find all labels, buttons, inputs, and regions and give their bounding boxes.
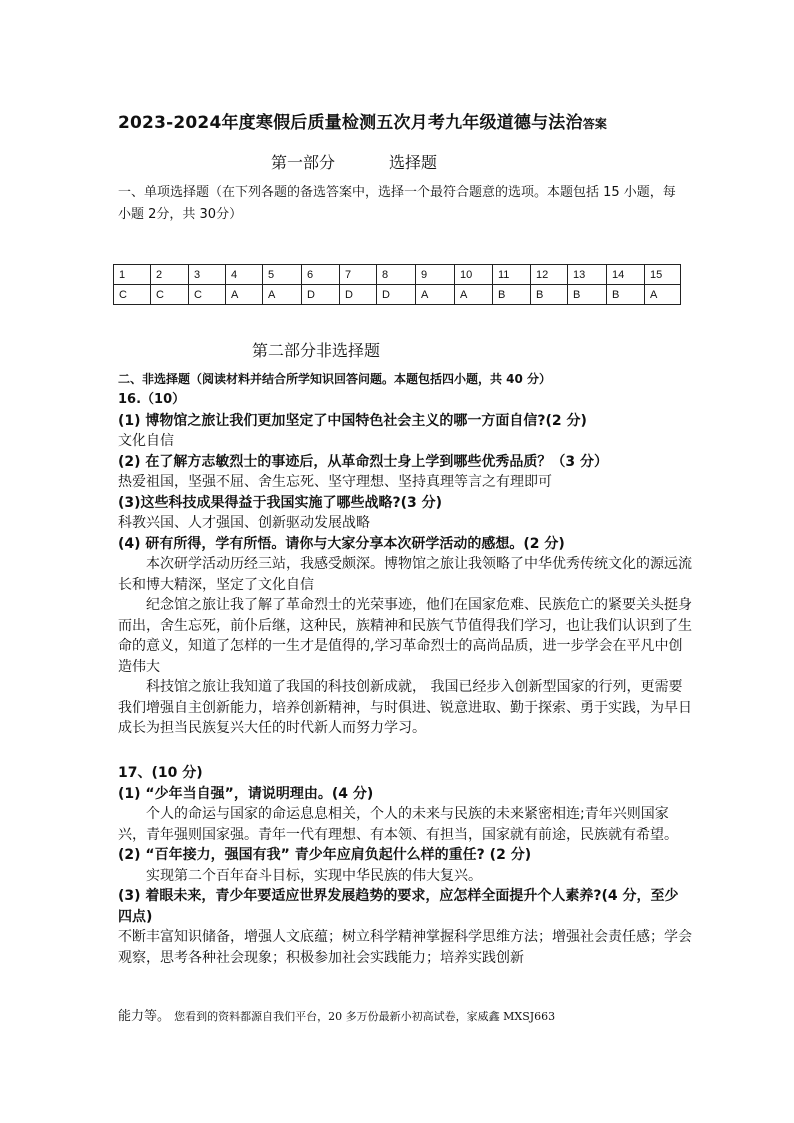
question-16-answer-2: 热爱祖国，坚强不屈、舍生忘死、坚守理想、坚持真理等言之有理即可: [118, 474, 552, 490]
question-17-part-3: (3) 着眼未来，青少年要适应世界发展趋势的要求，应怎样全面提升个人素养?(4 分，至少四点): [118, 888, 679, 925]
answer-letter-cell: A: [416, 285, 455, 305]
answer-letter-cell: C: [114, 285, 151, 305]
answer-number-cell: 12: [531, 265, 568, 285]
answer-letter-cell: C: [189, 285, 226, 305]
answer-number-cell: 15: [645, 265, 681, 285]
section-two-instructions: 二、非选择题（阅读材料并结合所学知识回答问题。本题包括四小题，共 40 分）: [118, 372, 552, 386]
answer-letter-cell: A: [455, 285, 493, 305]
part-one-type: 选择题: [389, 153, 438, 172]
answer-number-row: [114, 265, 681, 285]
part-one-heading: [271, 150, 437, 173]
question-16: [118, 390, 692, 739]
answer-letter-cell: D: [340, 285, 377, 305]
answer-letter-cell: A: [645, 285, 681, 305]
section-one-instructions: 一、单项选择题（在下列各题的备选答案中，选择一个最符合题意的选项。本题包括 15 小题，每小题 2分，共 30分）: [118, 185, 676, 222]
answer-number-cell: 6: [302, 265, 340, 285]
question-16-part-2: (2) 在了解方志敏烈士的事迹后，从革命烈士身上学到哪些优秀品质？（3 分）: [118, 453, 609, 470]
question-16-part-3: (3)这些科技成果得益于我国实施了哪些战略?(3 分): [118, 494, 443, 511]
question-16-answer-1: 文化自信: [118, 433, 174, 449]
answer-key-table: [113, 264, 681, 305]
title-text: 2023-2024年度寒假后质量检测五次月考九年级道德与法治: [118, 113, 583, 133]
answer-letter-cell: B: [568, 285, 607, 305]
question-16-answer-4-paragraph-1: 本次研学活动历经三站，我感受颇深。博物馆之旅让我领略了中华优秀传统文化的源远流长和博大精深，坚定了文化自信: [118, 556, 692, 593]
answer-letter-cell: B: [607, 285, 645, 305]
answer-number-cell: 13: [568, 265, 607, 285]
answer-letter-cell: B: [493, 285, 531, 305]
question-17: [118, 763, 692, 968]
answer-number-cell: 4: [226, 265, 263, 285]
question-17-part-2: (2) “百年接力，强国有我” 青少年应肩负起什么样的重任? (2 分): [118, 847, 532, 863]
question-17-answer-3: 不断丰富知识储备，增强人文底蕴；树立科学精神掌握科学思维方法；增强社会责任感；学会观察，思考各种社会现象；积极参加社会实践能力；培养实践创新: [118, 929, 692, 966]
answer-number-cell: 2: [151, 265, 189, 285]
question-17-part-1: (1) “少年当自强”，请说明理由。(4 分): [118, 785, 374, 802]
page-title: [118, 108, 607, 133]
answer-letter-row: [114, 285, 681, 305]
question-17-answer-2: 实现第二个百年奋斗目标，实现中华民族的伟大复兴。: [146, 867, 482, 884]
answer-letter-cell: B: [531, 285, 568, 305]
question-16-answer-4-paragraph-3: 科技馆之旅让我知道了我国的科技创新成就， 我国已经步入创新型国家的行列，更需要我们增强自主创新能力，培养创新精神，与时俱进、锐意进取、勤于探索、勇于实践，为早日成长为担当民族复兴大任的时代新人而努力学习。: [118, 679, 692, 736]
answer-number-cell: 9: [416, 265, 455, 285]
part-two-heading: 第二部分非选择题: [252, 341, 381, 360]
answer-letter-cell: D: [377, 285, 416, 305]
title-suffix: 答案: [582, 117, 608, 131]
page-footer: [118, 1005, 555, 1024]
footer-source-note: 您看到的资料都源自我们平台，20 多万份最新小初高试卷，家威鑫 MXSJ663: [174, 1010, 556, 1023]
answer-number-cell: 14: [607, 265, 645, 285]
part-one-label: 第一部分: [271, 153, 336, 172]
answer-number-cell: 1: [114, 265, 151, 285]
answer-letter-cell: C: [151, 285, 189, 305]
question-16-heading: 16.（10）: [118, 392, 186, 407]
answer-letter-cell: D: [302, 285, 340, 305]
answer-letter-cell: A: [263, 285, 302, 305]
answer-number-cell: 10: [455, 265, 493, 285]
answer-number-cell: 8: [377, 265, 416, 285]
answer-number-cell: 3: [189, 265, 226, 285]
question-16-part-1: (1) 博物馆之旅让我们更加坚定了中国特色社会主义的哪一方面自信?(2 分): [118, 412, 587, 429]
footer-answer-tail: 能力等。: [118, 1009, 171, 1024]
question-16-answer-3: 科教兴国、人才强国、创新驱动发展战略: [118, 515, 370, 531]
question-16-part-4: (4) 研有所得，学有所悟。请你与大家分享本次研学活动的感想。(2 分): [118, 535, 565, 552]
question-16-answer-4-paragraph-2: 纪念馆之旅让我了解了革命烈士的光荣事迹，他们在国家危难、民族危亡的紧要关头挺身而出，舍生忘死，前仆后继，这种民，族精神和民族气节值得我们学习，也让我们认识到了生命的意义，知道了怎样的一生才是值得的,学习革命烈士的高尚品质，进一步学会在平凡中创造伟大: [118, 597, 692, 675]
answer-number-cell: 5: [263, 265, 302, 285]
question-17-answer-1: 个人的命运与国家的命运息息相关，个人的未来与民族的未来紧密相连;青年兴则国家兴，青年强则国家强。青年一代有理想、有本领、有担当，国家就有前途，民族就有希望。: [118, 806, 678, 843]
answer-number-cell: 7: [340, 265, 377, 285]
question-17-heading: 17、(10 分): [118, 765, 203, 781]
answer-letter-cell: A: [226, 285, 263, 305]
answer-number-cell: 11: [493, 265, 531, 285]
